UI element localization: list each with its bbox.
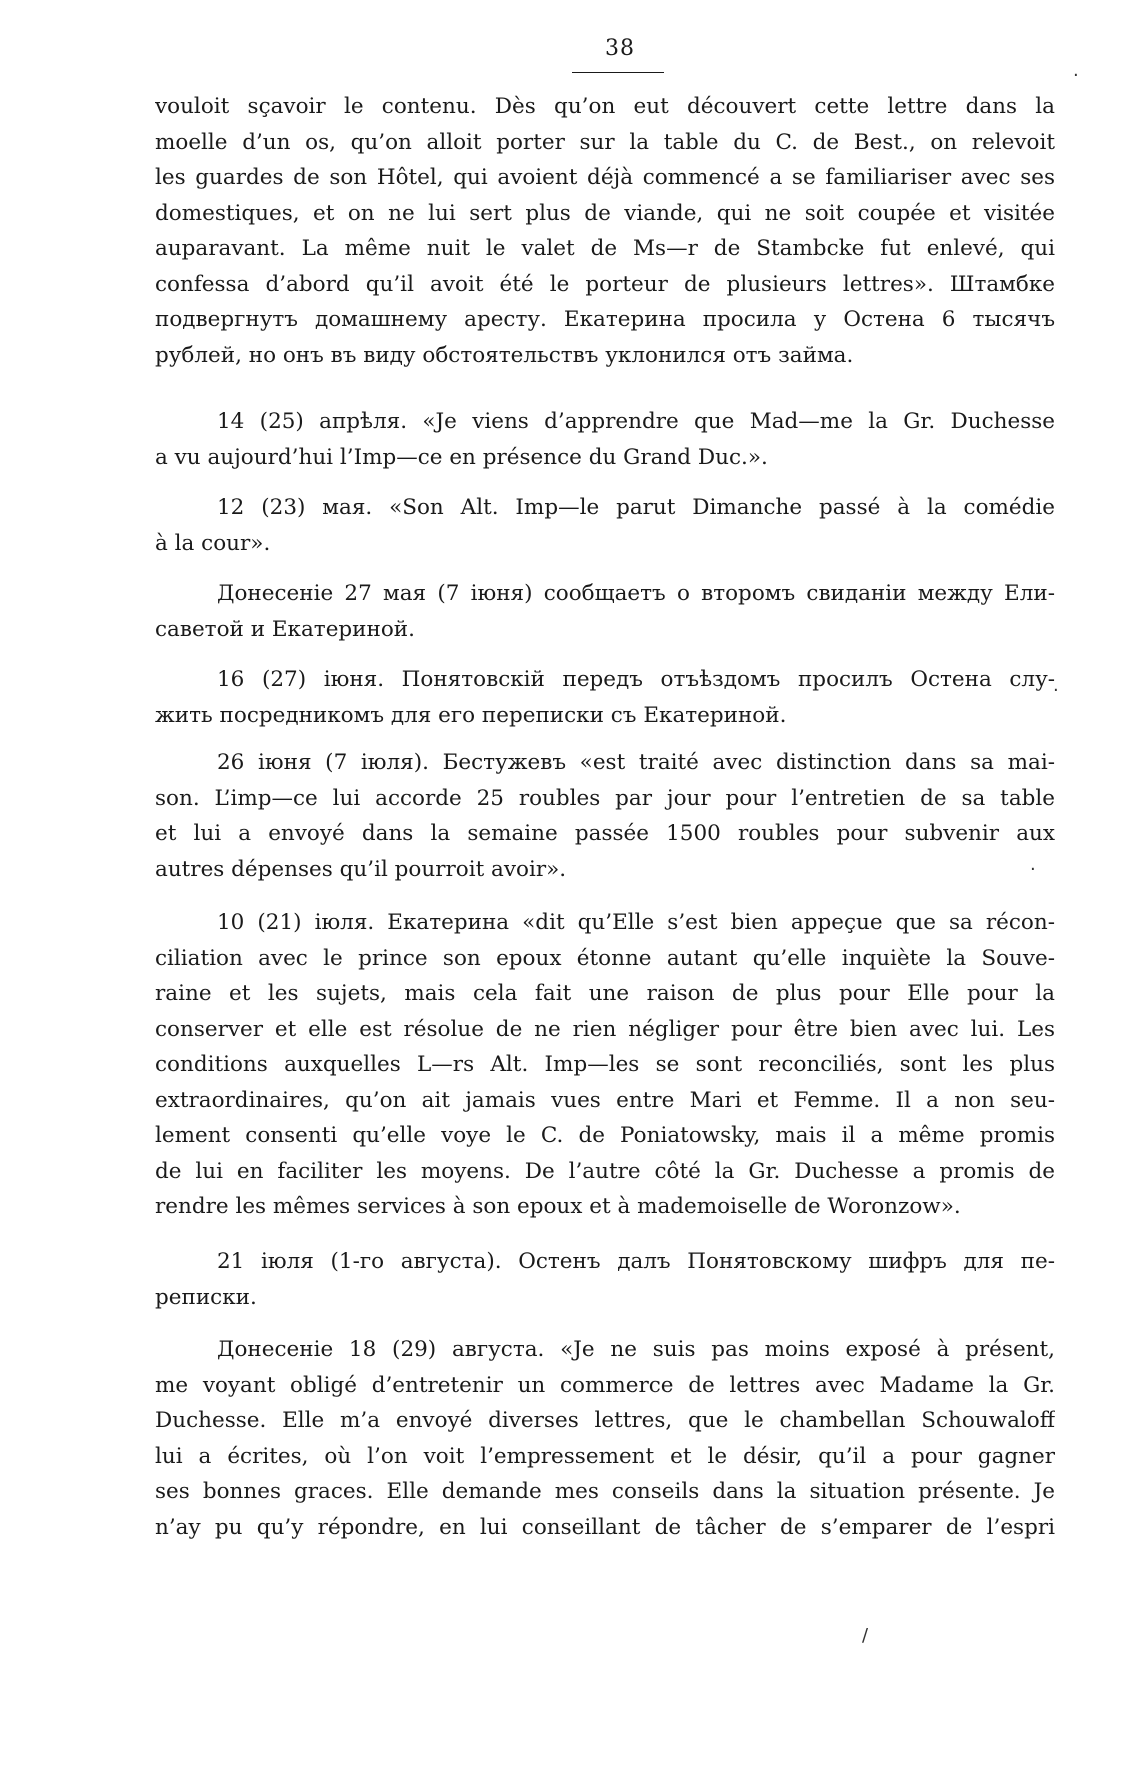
text-line: Донесеніе 27 мая (7 іюня) сообщаетъ о второмъ свиданіи между Ели- (217, 581, 1055, 606)
paragraph-1 (155, 89, 1055, 373)
text-line: moelle d’un os, qu’on alloit porter sur la table du C. de Best., on relevoit (155, 129, 1055, 155)
text-line: rendre les mêmes services à son epoux et à mademoiselle de Woronzow». (155, 1194, 961, 1219)
paragraph-5 (155, 662, 1055, 733)
paragraph-8 (155, 1244, 1055, 1315)
text-line: lui a écrites, où l’on voit l’empressement et le désir, qu’il a pour gagner (155, 1443, 1055, 1469)
scan-speck: . (1073, 60, 1079, 81)
scan-speck: / (862, 1625, 869, 1646)
text-line: ses bonnes graces. Elle demande mes conseils dans la situation présente. Je (155, 1479, 1055, 1504)
text-line: raine et les sujets, mais cela fait une raison de plus pour Elle pour la (155, 981, 1055, 1006)
paragraph-4 (155, 576, 1055, 647)
text-line: conditions auxquelles L—rs Alt. Imp—les se sont reconciliés, sont les plus (155, 1052, 1055, 1077)
text-line: de lui en faciliter les moyens. De l’autre côté la Gr. Duchesse a promis de (155, 1158, 1055, 1184)
paragraph-2 (155, 404, 1055, 475)
paragraph-3 (155, 490, 1055, 561)
text-line: рублей, но онъ въ виду обстоятельствъ уклонился отъ займа. (155, 342, 854, 368)
scan-speck: . (1030, 854, 1036, 875)
text-line: подвергнутъ домашнему аресту. Екатерина просила у Остена 6 тысячъ (155, 307, 1055, 332)
text-line: et lui a envoyé dans la semaine passée 1500 roubles pour subvenir aux (155, 821, 1055, 846)
text-line: n’ay pu qu’y répondre, en lui conseillant de tâcher de s’emparer de l’espri (155, 1514, 1055, 1540)
text-line: lement consenti qu’elle voye le C. de Poniatowsky, mais il a même promis (155, 1123, 1055, 1148)
text-line: à la cour». (155, 530, 271, 556)
text-line: confessa d’abord qu’il avoit été le porteur de plusieurs lettres». Штамбке (155, 271, 1055, 297)
text-line: son. L’imp—ce lui accorde 25 roubles par jour pour l’entretien de sa table (155, 785, 1055, 811)
paragraph-6 (155, 745, 1055, 887)
text-line: domestiques, et on ne lui sert plus de viande, qui ne soit coupée et visitée (155, 200, 1055, 226)
text-line: реписки. (155, 1284, 257, 1310)
text-line: 12 (23) мая. «Son Alt. Imp—le parut Dimanche passé à la comédie (217, 495, 1055, 520)
text-line: 21 іюля (1-го августа). Остенъ далъ Понятовскому шифръ для пе- (217, 1249, 1055, 1274)
text-line: a vu aujourd’hui l’Imp—ce en présence du Grand Duc.». (155, 444, 768, 470)
text-line: ciliation avec le prince son epoux étonne autant qu’elle inquiète la Souve- (155, 945, 1055, 971)
scan-speck: . (1053, 675, 1059, 696)
text-line: саветой и Екатериной. (155, 616, 415, 642)
text-line: 26 іюня (7 іюля). Бестужевъ «est traité avec distinction dans sa mai- (217, 750, 1055, 775)
text-line: Duchesse. Elle m’a envoyé diverses lettres, que le chambellan Schouwaloff (155, 1408, 1055, 1433)
text-line: Донесеніе 18 (29) августа. «Je ne suis pas moins exposé à présent, (217, 1337, 1055, 1362)
paragraph-9 (155, 1332, 1055, 1545)
text-line: 16 (27) іюня. Понятовскій передъ отъѣздомъ просилъ Остена слу- (217, 667, 1055, 692)
text-line: les guardes de son Hôtel, qui avoient déjà commencé a se familiariser avec ses (155, 165, 1055, 190)
text-line: me voyant obligé d’entretenir un commerce de lettres avec Madame la Gr. (155, 1372, 1055, 1398)
text-line: 10 (21) іюля. Екатерина «dit qu’Elle s’est bien appeçue que sa récon- (217, 910, 1055, 935)
text-line: жить посредникомъ для его переписки съ Екатериной. (155, 702, 787, 728)
text-line: auparavant. La même nuit le valet de Ms—r de Stambcke fut enlevé, qui (155, 236, 1055, 261)
text-line: 14 (25) апрѣля. «Je viens d’apprendre que Mad—me la Gr. Duchesse (217, 409, 1055, 434)
text-line: autres dépenses qu’il pourroit avoir». (155, 856, 567, 882)
paragraph-7 (155, 905, 1055, 1225)
page-number: 38 (605, 36, 635, 61)
text-line: vouloit sçavoir le contenu. Dès qu’on eut découvert cette lettre dans la (155, 94, 1055, 119)
page-number-rule (572, 72, 664, 73)
text-line: conserver et elle est résolue de ne rien négliger pour être bien avec lui. Les (155, 1016, 1055, 1042)
text-line: extraordinaires, qu’on ait jamais vues entre Mari et Femme. Il a non seu- (155, 1087, 1055, 1113)
